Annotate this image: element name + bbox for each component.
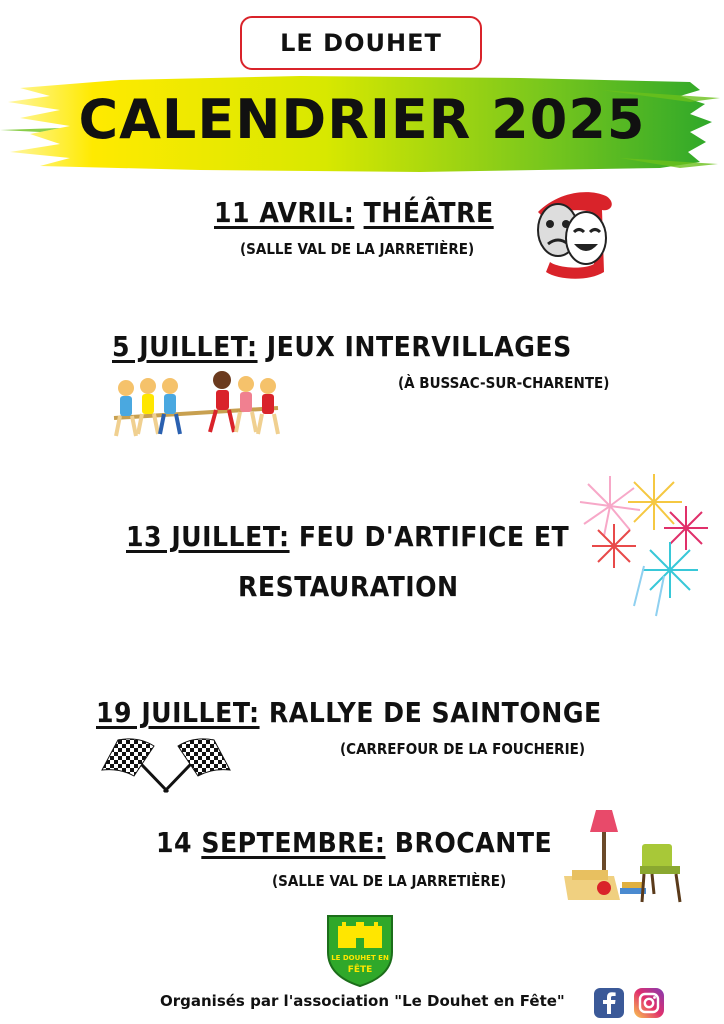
svg-text:FÊTE: FÊTE [347, 965, 373, 975]
event-date: 5 JUILLET: [112, 330, 258, 363]
event-date: 13 JUILLET: [126, 520, 290, 553]
association-logo [322, 912, 398, 988]
town-name: LE DOUHET [240, 16, 482, 70]
event-location: (SALLE VAL DE LA JARRETIÈRE) [272, 872, 507, 890]
event-theatre-title [214, 196, 494, 229]
tug-of-war-icon [110, 368, 282, 446]
event-date: 14 SEPTEMBRE: [156, 826, 386, 859]
event-location: (SALLE VAL DE LA JARRETIÈRE) [240, 240, 475, 258]
event-brocante-title [156, 826, 552, 859]
event-fireworks-title [126, 520, 569, 553]
event-rallye-title [96, 696, 602, 729]
event-date: 19 JUILLET: [96, 696, 260, 729]
theatre-masks-icon [528, 182, 618, 286]
brocante-items-icon [562, 804, 690, 904]
calendar-title: CALENDRIER 2025 [78, 88, 646, 151]
fireworks-icon [574, 466, 714, 626]
event-date: 11 AVRIL: [214, 196, 355, 229]
instagram-icon[interactable] [634, 988, 664, 1018]
svg-text:LE DOUHET EN: LE DOUHET EN [331, 954, 389, 962]
event-name: FEU D'ARTIFICE ET [298, 520, 570, 553]
event-location: (À BUSSAC-SUR-CHARENTE) [398, 374, 610, 392]
organizer-credit: Organisés par l'association "Le Douhet en Fête" [160, 992, 565, 1010]
event-name: BROCANTE [394, 826, 553, 859]
event-location: (CARREFOUR DE LA FOUCHERIE) [340, 740, 585, 758]
event-name: RALLYE DE SAINTONGE [268, 696, 602, 729]
event-name-line2: RESTAURATION [238, 570, 459, 603]
checkered-flags-icon [98, 736, 234, 794]
event-name: JEUX INTERVILLAGES [266, 330, 572, 363]
event-intervillages-title [112, 330, 572, 363]
event-name: THÉÂTRE [363, 196, 494, 229]
facebook-icon[interactable] [594, 988, 624, 1018]
